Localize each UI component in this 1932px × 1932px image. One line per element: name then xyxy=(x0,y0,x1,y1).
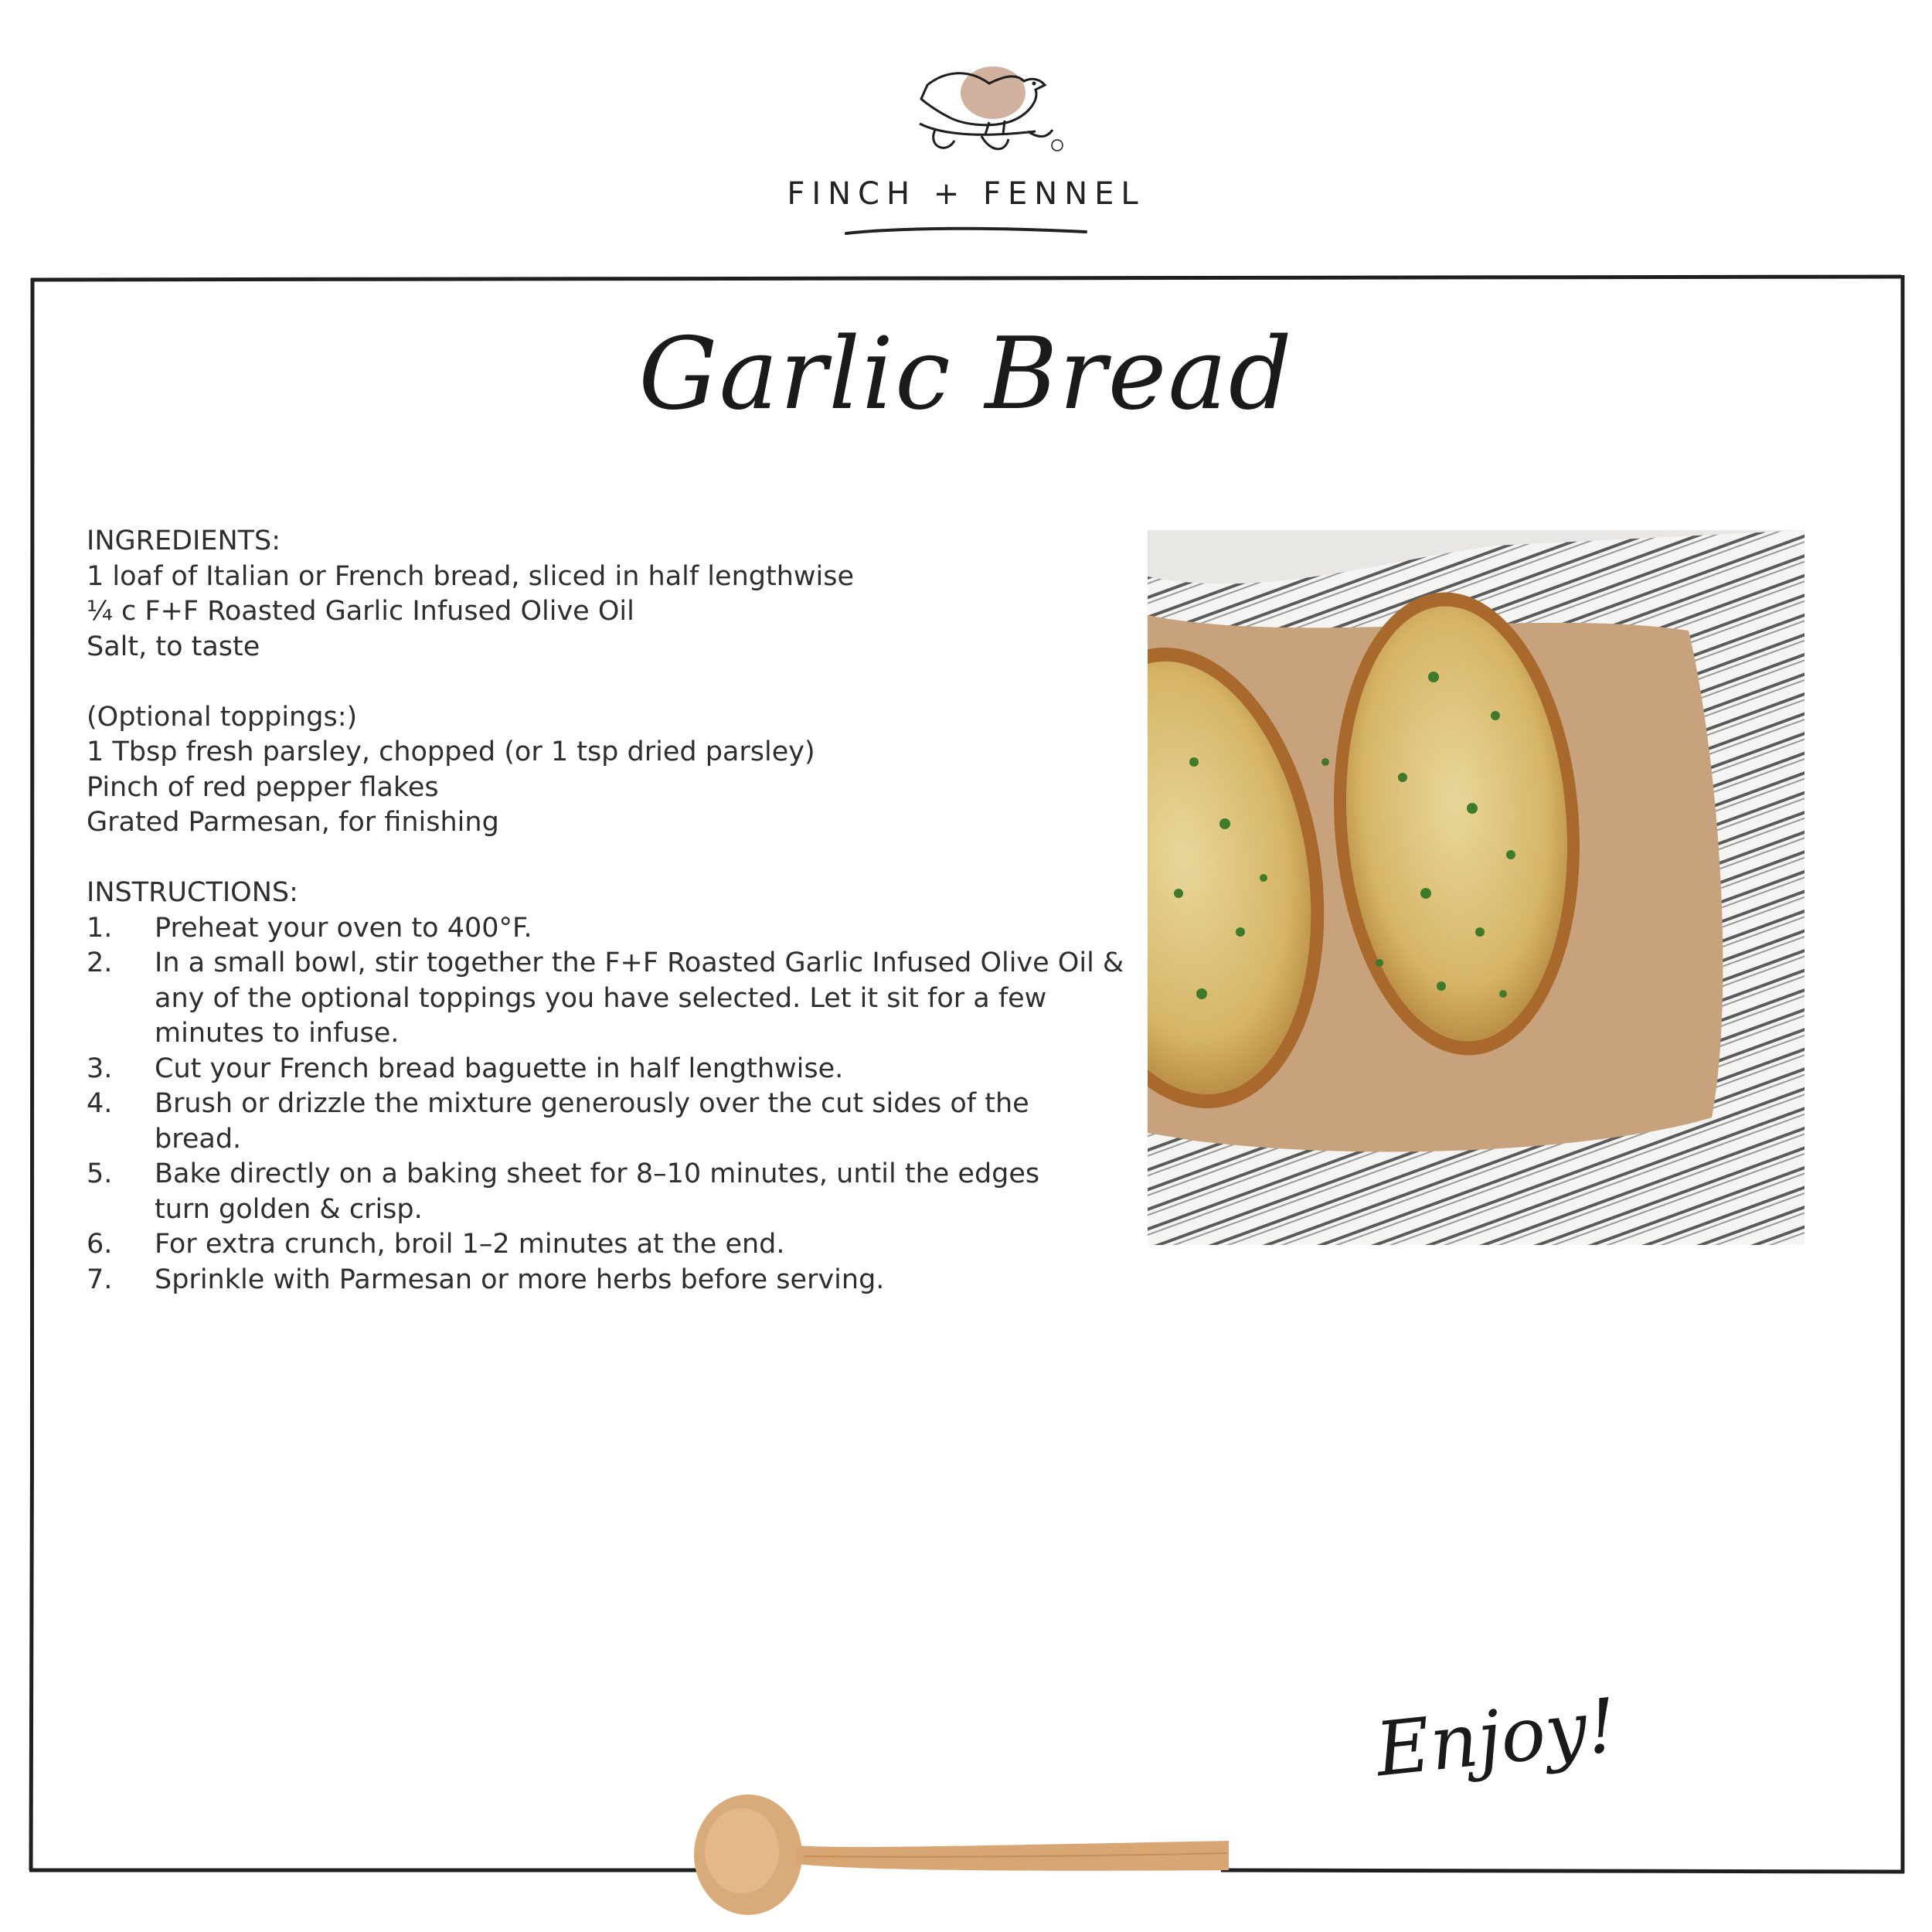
step-number: 2. xyxy=(87,947,113,978)
instruction-step xyxy=(87,1227,1145,1263)
optional-item: 1 Tbsp fresh parsley, chopped (or 1 tsp dried parsley) xyxy=(87,736,815,767)
step-number: 3. xyxy=(87,1053,113,1084)
ingredient-item: ¼ c F+F Roasted Garlic Infused Olive Oil xyxy=(87,596,634,627)
ingredients-heading: INGREDIENTS: xyxy=(87,526,281,556)
instruction-step xyxy=(87,946,1145,1052)
step-text: For extra crunch, broil 1–2 minutes at the end. xyxy=(155,1229,785,1260)
recipe-body xyxy=(87,524,1145,1298)
step-text: Brush or drizzle the mixture generously over the cut sides of the bread. xyxy=(155,1088,1029,1155)
brand-underline xyxy=(842,224,1090,240)
step-number: 7. xyxy=(87,1264,113,1295)
closing-enjoy: Enjoy! xyxy=(1372,1682,1621,1794)
step-text: Cut your French bread baguette in half lengthwise. xyxy=(155,1053,844,1084)
instructions-list xyxy=(87,911,1145,1298)
wooden-spoon-icon xyxy=(688,1785,1229,1924)
ingredient-item: 1 loaf of Italian or French bread, sliced in half lengthwise xyxy=(87,560,854,592)
garlic-bread-photo xyxy=(1148,530,1804,1245)
step-text: In a small bowl, stir together the F+F Roasted Garlic Infused Olive Oil & any of the optional toppings you have selected. Let it sit for a few minutes to infuse. xyxy=(155,947,1124,1049)
instructions-heading: INSTRUCTIONS: xyxy=(87,877,298,908)
step-number: 5. xyxy=(87,1158,113,1189)
step-number: 6. xyxy=(87,1229,113,1260)
step-number: 1. xyxy=(87,912,113,944)
step-number: 4. xyxy=(87,1088,113,1119)
instruction-step xyxy=(87,1087,1145,1157)
optional-item: Grated Parmesan, for finishing xyxy=(87,807,499,838)
step-text: Sprinkle with Parmesan or more herbs before serving. xyxy=(155,1264,885,1295)
optional-item: Pinch of red pepper flakes xyxy=(87,771,439,803)
instruction-step xyxy=(87,1157,1145,1227)
instruction-step xyxy=(87,1052,1145,1087)
step-text: Bake directly on a baking sheet for 8–10 minutes, until the edges turn golden & crisp. xyxy=(155,1158,1040,1225)
step-text: Preheat your oven to 400°F. xyxy=(155,912,532,944)
optional-heading: (Optional toppings:) xyxy=(87,701,358,733)
recipe-title: Garlic Bread xyxy=(638,317,1294,432)
instruction-step xyxy=(87,911,1145,947)
ingredient-item: Salt, to taste xyxy=(87,631,260,662)
instruction-step xyxy=(87,1263,1145,1298)
finch-logo-icon xyxy=(873,39,1074,170)
brand-name: FINCH + FENNEL xyxy=(787,176,1145,212)
